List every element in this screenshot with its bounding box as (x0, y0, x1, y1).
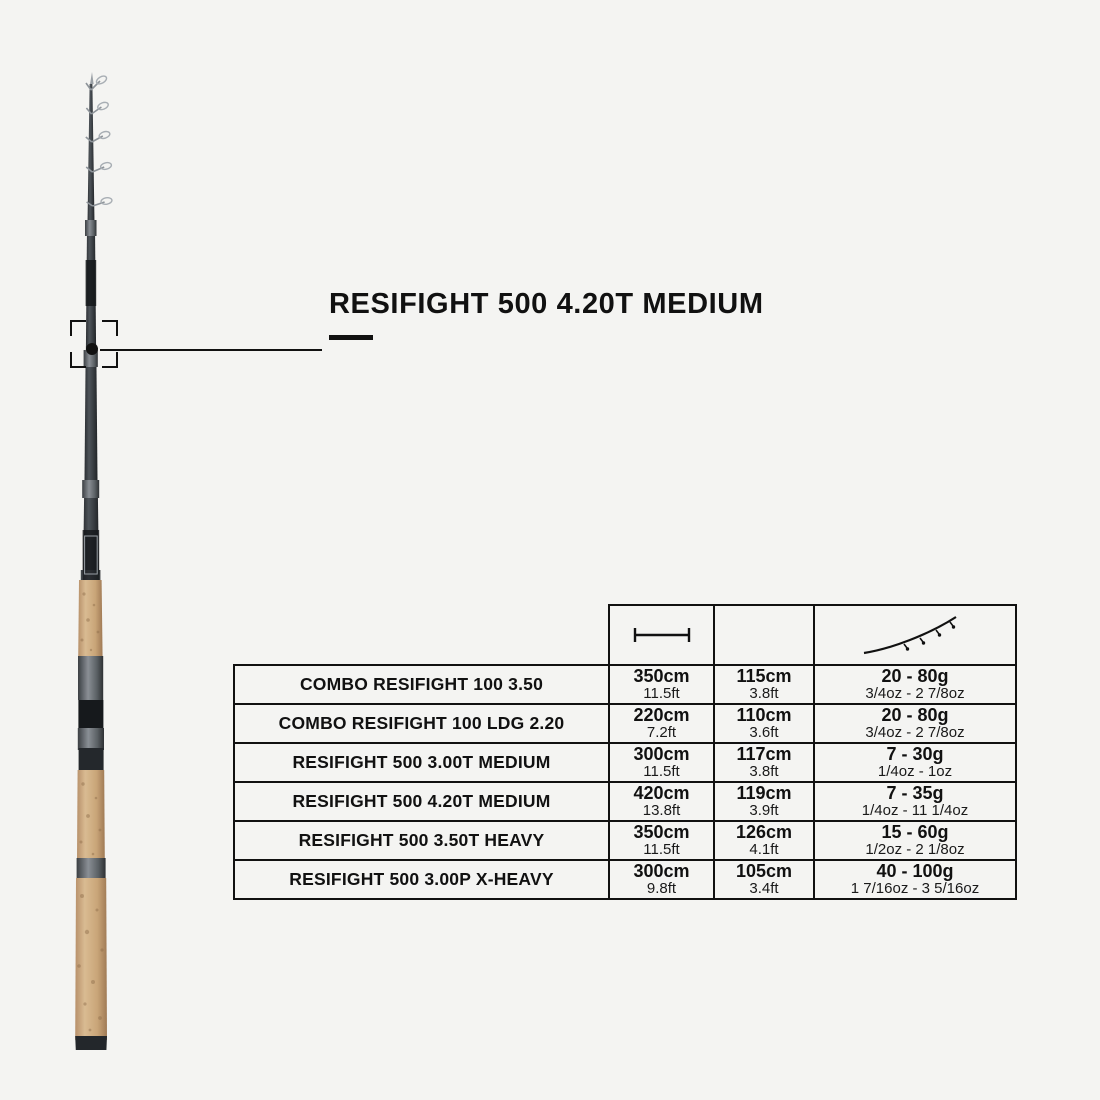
header-blank (234, 605, 609, 665)
folded-imperial: 3.6ft (749, 724, 779, 742)
folded-imperial: 3.8ft (749, 763, 779, 781)
folded-metric: 117cm (736, 743, 792, 764)
weight-imperial: 1 7/16oz - 3 5/16oz (850, 879, 980, 897)
table-header-row (234, 605, 1016, 665)
row-casting-weight (814, 704, 1016, 743)
weight-imperial: 1/4oz - 11 1/4oz (861, 802, 969, 820)
row-folded-length (714, 704, 814, 743)
row-casting-weight (814, 665, 1016, 704)
callout-leader-line (100, 349, 322, 351)
weight-metric: 40 - 100g (876, 860, 954, 881)
length-icon (631, 626, 693, 644)
weight-metric: 20 - 80g (881, 666, 949, 686)
length-imperial: 11.5ft (643, 763, 680, 781)
table-row (234, 704, 1016, 743)
weight-imperial: 3/4oz - 2 7/8oz (865, 685, 965, 703)
weight-imperial: 1/2oz - 2 1/8oz (865, 840, 965, 858)
row-folded-length (714, 860, 814, 899)
weight-metric: 20 - 80g (881, 704, 949, 725)
folded-metric: 119cm (736, 782, 792, 803)
length-imperial: 13.8ft (642, 802, 681, 820)
length-imperial: 11.5ft (643, 685, 680, 703)
table-row (234, 743, 1016, 782)
row-folded-length (714, 782, 814, 821)
row-length (609, 860, 714, 899)
row-casting-weight (814, 782, 1016, 821)
length-metric: 300cm (633, 743, 690, 764)
product-image (60, 60, 180, 1050)
table-body (234, 665, 1016, 899)
callout-title-block (329, 288, 969, 340)
length-metric: 220cm (633, 704, 690, 725)
weight-imperial: 1/4oz - 1oz (877, 763, 953, 781)
row-product-name: RESIFIGHT 500 3.00T MEDIUM (234, 743, 609, 782)
row-length (609, 782, 714, 821)
row-casting-weight (814, 821, 1016, 860)
length-imperial: 9.8ft (646, 879, 677, 897)
page-title: RESIFIGHT 500 4.20T MEDIUM (329, 288, 764, 320)
folded-metric: 105cm (735, 860, 793, 881)
fishing-rod-illustration (60, 60, 180, 1050)
table-row (234, 782, 1016, 821)
weight-metric: 7 - 35g (886, 782, 944, 803)
folded-imperial: 4.1ft (749, 840, 779, 858)
row-product-name: COMBO RESIFIGHT 100 LDG 2.20 (234, 704, 609, 743)
callout-bracket-top-right (102, 320, 118, 336)
callout-bracket-bottom-left (70, 352, 86, 368)
row-length (609, 743, 714, 782)
weight-metric: 7 - 30g (886, 743, 944, 764)
length-imperial: 7.2ft (646, 724, 677, 742)
row-product-name: COMBO RESIFIGHT 100 3.50 (234, 665, 609, 704)
folded-imperial: 3.8ft (749, 685, 779, 703)
row-casting-weight (814, 743, 1016, 782)
length-icon-header (609, 605, 714, 665)
length-metric: 300cm (633, 860, 690, 881)
row-length (609, 704, 714, 743)
folded-metric: 115cm (736, 666, 792, 686)
folded-imperial: 3.4ft (749, 879, 779, 897)
specification-table (233, 604, 1017, 900)
title-underline (329, 335, 373, 340)
weight-imperial: 3/4oz - 2 7/8oz (865, 724, 965, 742)
callout-bracket-bottom-right (102, 352, 118, 368)
casting-weight-icon-header (814, 605, 1016, 665)
row-product-name: RESIFIGHT 500 3.00P X-HEAVY (234, 860, 609, 899)
row-casting-weight (814, 860, 1016, 899)
callout-point-dot (86, 343, 98, 355)
folded-length-header (714, 605, 814, 665)
weight-metric: 15 - 60g (881, 821, 949, 842)
table-row (234, 665, 1016, 704)
folded-metric: 126cm (735, 821, 793, 842)
folded-imperial: 3.9ft (749, 802, 779, 820)
rod-bend-icon (860, 613, 970, 657)
length-imperial: 11.5ft (643, 840, 680, 858)
callout-bracket-top-left (70, 320, 86, 336)
row-length (609, 665, 714, 704)
length-metric: 350cm (633, 666, 690, 686)
length-metric: 420cm (633, 782, 690, 803)
row-folded-length (714, 743, 814, 782)
table-row (234, 821, 1016, 860)
row-product-name: RESIFIGHT 500 3.50T HEAVY (234, 821, 609, 860)
table-row (234, 860, 1016, 899)
folded-metric: 110cm (736, 704, 792, 725)
row-product-name: RESIFIGHT 500 4.20T MEDIUM (234, 782, 609, 821)
row-length (609, 821, 714, 860)
row-folded-length (714, 821, 814, 860)
row-folded-length (714, 665, 814, 704)
length-metric: 350cm (633, 821, 690, 842)
